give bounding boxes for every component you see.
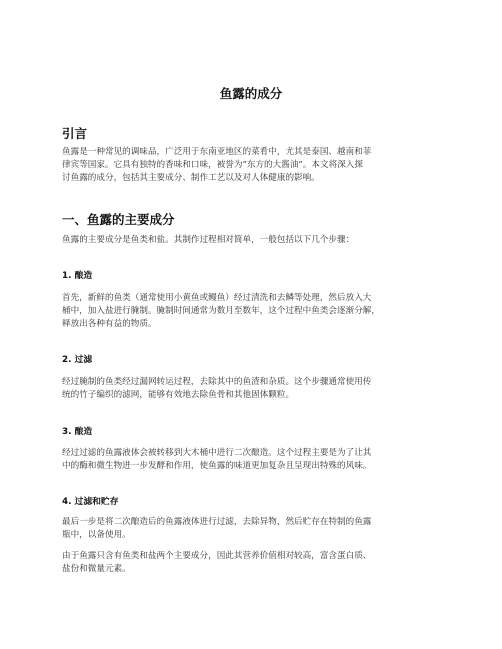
intro-heading: 引言 [62, 126, 88, 141]
step-1-paragraph: 首先，新鲜的鱼类（通常使用小黄鱼或鳗鱼）经过清洗和去鳞等处理，然后放入大 桶中，加入盐进行腌制。腌制时间通常为数月至数年，这个过程中鱼类会逐渐分解， 释放出各种有益的物质。 [62, 293, 380, 329]
section1-intro-paragraph: 鱼露的主要成分是鱼类和盐。其制作过程相对简单，一般包括以下几个步骤： [62, 235, 355, 245]
document-title: 鱼露的成分 [219, 86, 283, 101]
section1-heading: 一、鱼露的主要成分 [62, 212, 175, 227]
step-2-heading: 2. 过滤 [62, 355, 93, 365]
step-2-paragraph: 经过腌制的鱼类经过漏网转运过程，去除其中的鱼渣和杂质。这个步骤通常使用传 统的竹子编织的滤网，能够有效地去除鱼骨和其他固体颗粒。 [62, 377, 372, 400]
step-4-paragraph: 最后一步是将二次酿造后的鱼露液体进行过滤，去除异物，然后贮存在特制的鱼露 瓶中，以备使用。 [62, 517, 372, 540]
step-4-heading: 4. 过滤和贮存 [62, 497, 119, 507]
closing-paragraph: 由于鱼露只含有鱼类和盐两个主要成分，因此其营养价值相对较高，富含蛋白质、 盐份和微量元素。 [62, 551, 372, 574]
step-3-paragraph: 经过过滤的鱼露液体会被转移到大木桶中进行二次酿造。这个过程主要是为了让其 中的酶和微生物进一步发酵和作用，使鱼露的味道更加复杂且呈现出特殊的风味。 [62, 448, 372, 471]
step-3-heading: 3. 酿造 [62, 427, 93, 437]
step-1-heading: 1. 酿造 [62, 271, 93, 281]
intro-paragraph: 鱼露是一种常见的调味品，广泛用于东南亚地区的菜肴中，尤其是泰国、越南和菲 律宾等国家。它具有独特的香味和口味，被誉为”东方的大酱油”。本文将深入探 讨鱼露的成分，包括其主要成分、制作工艺以及对人体健康的影响。 [62, 147, 372, 183]
